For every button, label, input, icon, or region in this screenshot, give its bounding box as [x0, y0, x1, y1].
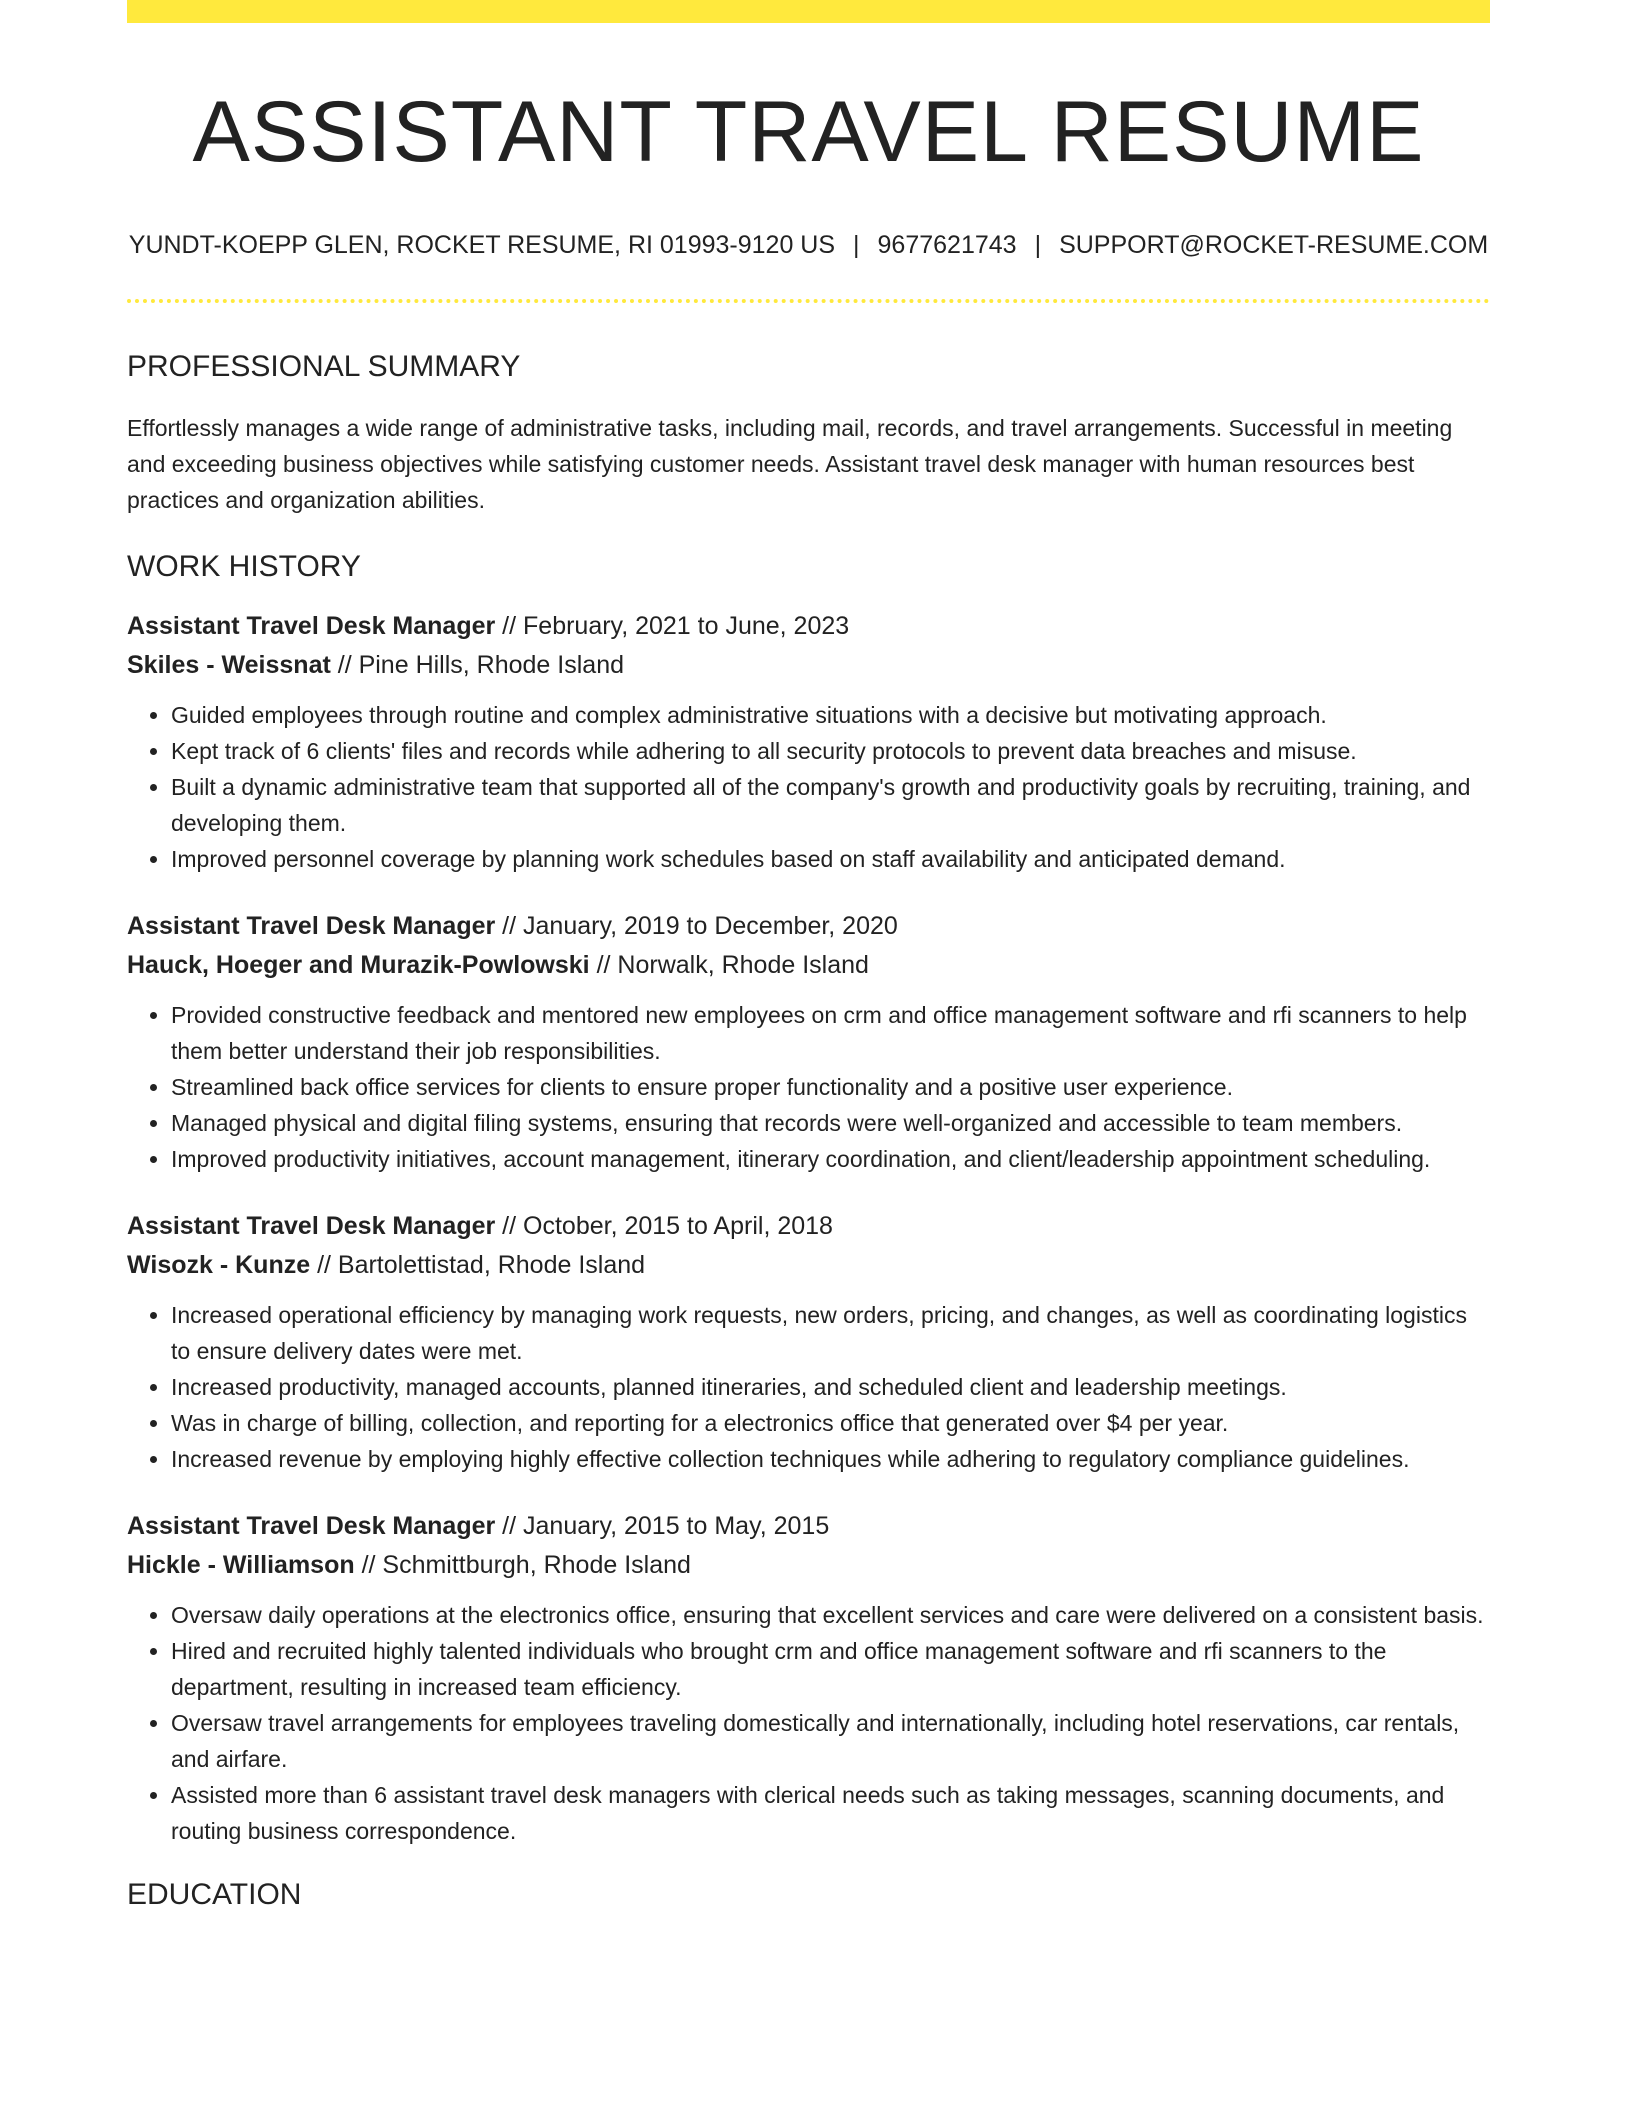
job-entry: [127, 1507, 1490, 1849]
job-bullet: • Guided employees through routine and complex administrative situations with a decisive but motivating approach.: [171, 697, 1490, 733]
contact-phone: 9677621743: [877, 230, 1017, 259]
top-accent-bar: [127, 0, 1490, 23]
summary-heading: PROFESSIONAL SUMMARY: [127, 349, 521, 383]
job-dates: // January, 2015 to May, 2015: [495, 1511, 830, 1540]
resume-page: [127, 0, 1490, 1913]
job-title-line: [127, 1207, 1490, 1246]
job-entry: [127, 607, 1490, 877]
job-title: Assistant Travel Desk Manager: [127, 1511, 496, 1540]
job-location: // Norwalk, Rhode Island: [589, 950, 869, 979]
job-entry: [127, 907, 1490, 1177]
job-bullet: • Built a dynamic administrative team that supported all of the company's growth and productivity goals by recruiting, training, and developing them.: [171, 769, 1490, 841]
job-bullet: • Was in charge of billing, collection, and reporting for a electronics office that generated over $4 per year.: [171, 1405, 1490, 1441]
job-bullets: [127, 1597, 1490, 1849]
contact-line: [127, 230, 1490, 260]
job-bullet: • Hired and recruited highly talented individuals who brought crm and office management software and rfi scanners to the department, resulting in increased team efficiency.: [171, 1633, 1490, 1705]
job-title-line: [127, 607, 1490, 646]
job-bullet: • Kept track of 6 clients' files and records while adhering to all security protocols to prevent data breaches and misuse.: [171, 733, 1490, 769]
job-bullet: • Increased operational efficiency by managing work requests, new orders, pricing, and changes, as well as coordinating logistics to ensure delivery dates were met.: [171, 1297, 1490, 1369]
job-title: Assistant Travel Desk Manager: [127, 611, 496, 640]
job-company-line: [127, 646, 1490, 685]
contact-email: SUPPORT@ROCKET-RESUME.COM: [1059, 230, 1489, 259]
job-company: Hickle - Williamson: [127, 1550, 355, 1579]
job-bullet: • Increased revenue by employing highly effective collection techniques while adhering to regulatory compliance guidelines.: [171, 1441, 1490, 1477]
job-company-line: [127, 946, 1490, 985]
job-company: Hauck, Hoeger and Murazik-Powlowski: [127, 950, 590, 979]
contact-separator: |: [1034, 230, 1042, 259]
job-company: Skiles - Weissnat: [127, 650, 331, 679]
job-dates: // January, 2019 to December, 2020: [495, 911, 898, 940]
job-company-line: [127, 1546, 1490, 1585]
job-location: // Schmittburgh, Rhode Island: [354, 1550, 691, 1579]
job-company-line: [127, 1246, 1490, 1285]
job-bullets: [127, 1297, 1490, 1477]
dotted-divider: [127, 299, 1490, 303]
job-title-line: [127, 907, 1490, 946]
job-bullet: • Oversaw daily operations at the electronics office, ensuring that excellent services and care were delivered on a consistent basis.: [171, 1597, 1490, 1633]
job-bullet: • Managed physical and digital filing systems, ensuring that records were well-organized and accessible to team members.: [171, 1105, 1490, 1141]
job-bullet: • Provided constructive feedback and mentored new employees on crm and office management software and rfi scanners to help them better understand their job responsibilities.: [171, 997, 1490, 1069]
job-dates: // October, 2015 to April, 2018: [495, 1211, 833, 1240]
job-title: Assistant Travel Desk Manager: [127, 911, 496, 940]
job-bullet: • Improved personnel coverage by planning work schedules based on staff availability and anticipated demand.: [171, 841, 1490, 877]
job-bullet: • Improved productivity initiatives, account management, itinerary coordination, and client/leadership appointment scheduling.: [171, 1141, 1490, 1177]
job-bullet: • Assisted more than 6 assistant travel desk managers with clerical needs such as taking messages, scanning documents, and routing business correspondence.: [171, 1777, 1490, 1849]
education-heading: EDUCATION: [127, 1877, 302, 1911]
summary-text: Effortlessly manages a wide range of administrative tasks, including mail, records, and travel arrangements. Successful in meeting and exceeding business objectives while satisfying customer needs. Assistant travel desk manager with human resources best practices and organization abilities.: [127, 414, 1453, 513]
job-bullets: [127, 697, 1490, 877]
job-bullet: • Oversaw travel arrangements for employees traveling domestically and internationally, including hotel reservations, car rentals, and airfare.: [171, 1705, 1490, 1777]
contact-address: YUNDT-KOEPP GLEN, ROCKET RESUME, RI 01993-9120 US: [128, 230, 836, 259]
work-history-heading: WORK HISTORY: [127, 549, 361, 583]
job-company: Wisozk - Kunze: [127, 1250, 311, 1279]
job-bullet: • Streamlined back office services for clients to ensure proper functionality and a positive user experience.: [171, 1069, 1490, 1105]
resume-title: ASSISTANT TRAVEL RESUME: [192, 84, 1425, 180]
job-location: // Bartolettistad, Rhode Island: [310, 1250, 646, 1279]
job-location: // Pine Hills, Rhode Island: [330, 650, 624, 679]
job-bullets: [127, 997, 1490, 1177]
job-title-line: [127, 1507, 1490, 1546]
job-title: Assistant Travel Desk Manager: [127, 1211, 496, 1240]
contact-separator: |: [853, 230, 860, 259]
job-bullet: • Increased productivity, managed accounts, planned itineraries, and scheduled client and leadership meetings.: [171, 1369, 1490, 1405]
job-dates: // February, 2021 to June, 2023: [495, 611, 850, 640]
job-entry: [127, 1207, 1490, 1477]
